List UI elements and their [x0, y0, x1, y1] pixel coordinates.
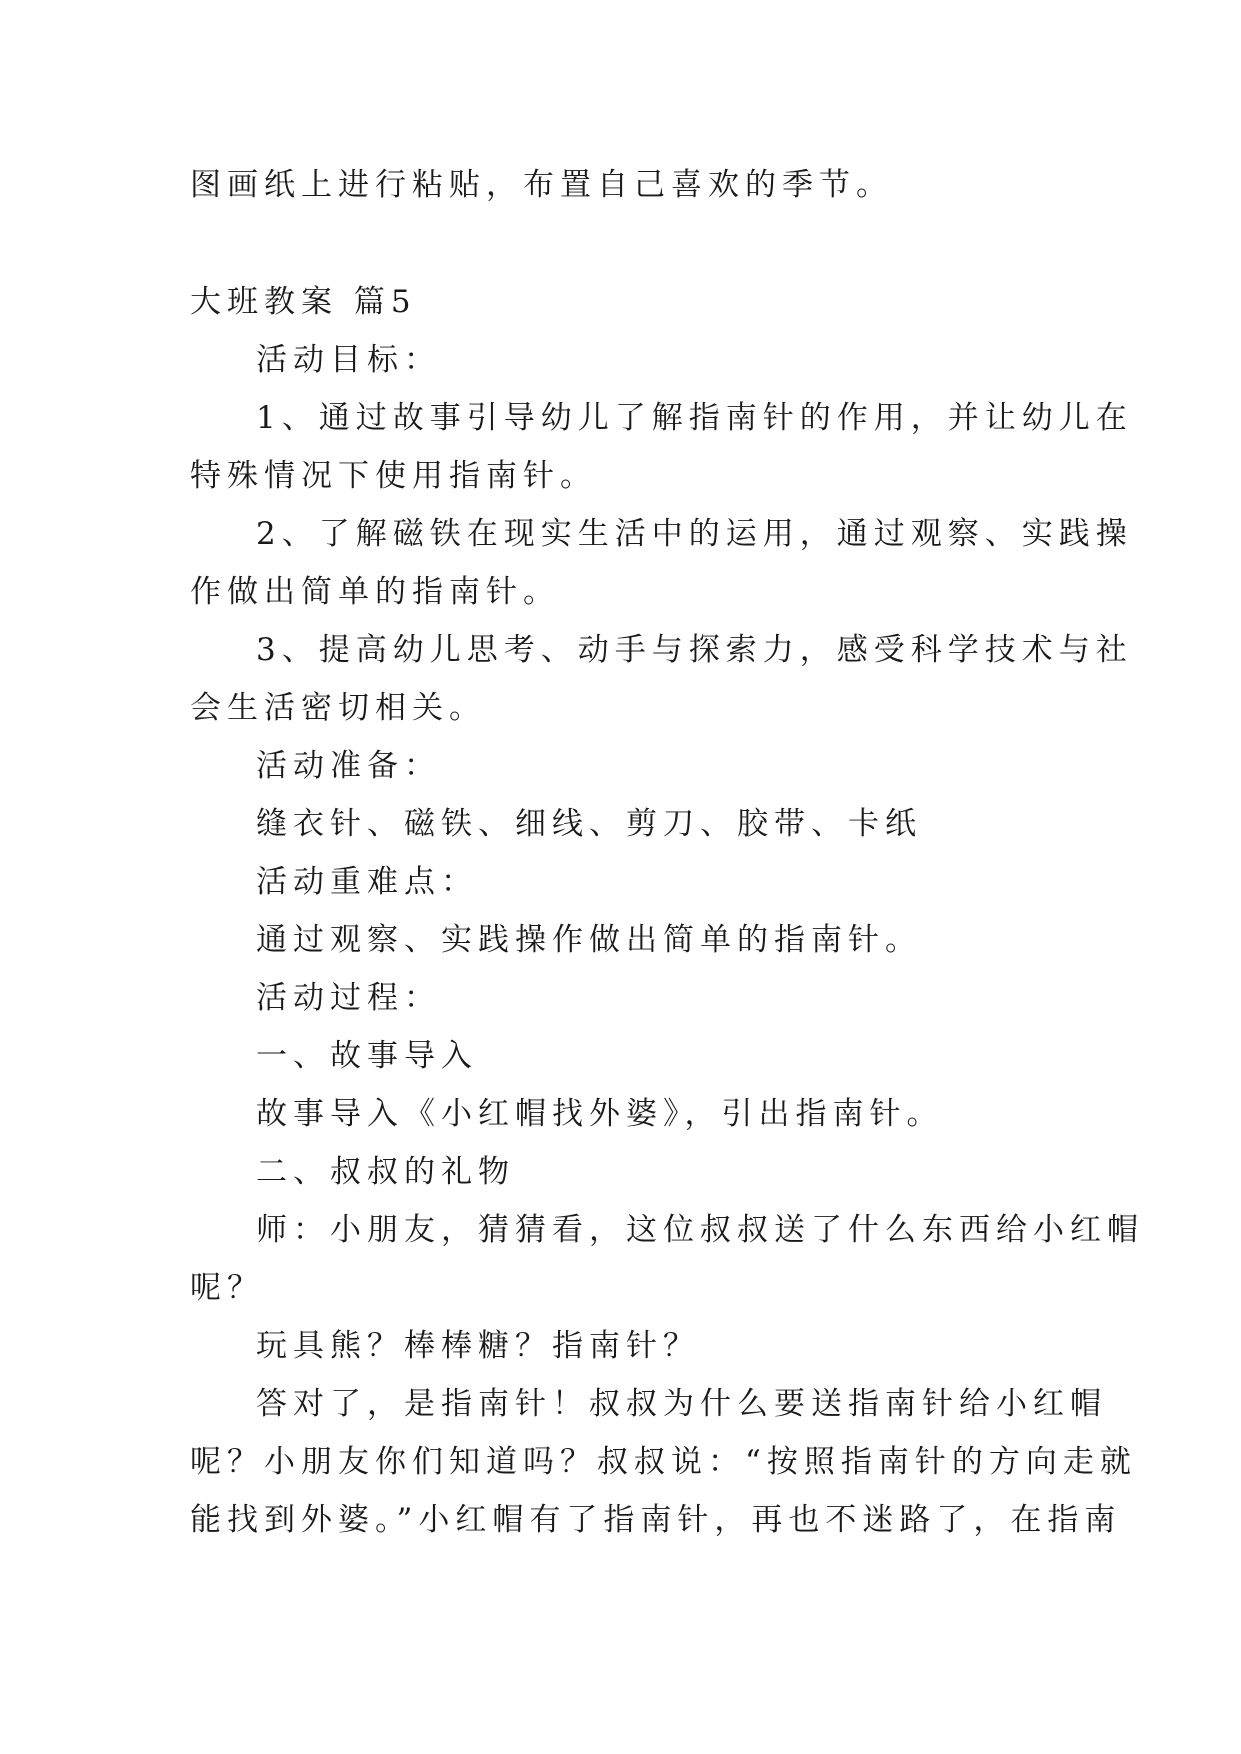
subheading-activity-goals: 活动目标：: [256, 342, 441, 378]
goal-2-line-1: 2、了解磁铁在现实生活中的运用，通过观察、实践操: [256, 516, 1133, 552]
text-line-continuation: 图画纸上进行粘贴，布置自己喜欢的季节。: [190, 167, 893, 203]
goal-1-line-2: 特殊情况下使用指南针。: [190, 458, 597, 494]
paragraph-answer-line-1: 答对了，是指南针！叔叔为什么要送指南针给小红帽: [256, 1386, 1107, 1422]
subheading-activity-preparation: 活动准备：: [256, 748, 441, 784]
step-2-heading: 二、叔叔的礼物: [256, 1154, 515, 1190]
paragraph-answer-line-2: 呢？小朋友你们知道吗？叔叔说：“按照指南针的方向走就: [190, 1444, 1137, 1480]
paragraph-teacher-question-line-2: 呢？: [190, 1270, 264, 1306]
goal-3-line-2: 会生活密切相关。: [190, 690, 486, 726]
paragraph-guesses: 玩具熊？棒棒糖？指南针？: [256, 1328, 700, 1364]
section-heading: 大班教案 篇5: [190, 284, 417, 320]
materials-list: 缝衣针、磁铁、细线、剪刀、胶带、卡纸: [256, 806, 922, 842]
step-1-text: 故事导入《小红帽找外婆》，引出指南针。: [256, 1096, 944, 1132]
key-points-text: 通过观察、实践操作做出简单的指南针。: [256, 922, 922, 958]
goal-1-line-1: 1、通过故事引导幼儿了解指南针的作用，并让幼儿在: [256, 400, 1133, 436]
goal-2-line-2: 作做出简单的指南针。: [190, 574, 560, 610]
paragraph-teacher-question-line-1: 师：小朋友，猜猜看，这位叔叔送了什么东西给小红帽: [256, 1212, 1144, 1248]
step-1-heading: 一、故事导入: [256, 1038, 478, 1074]
goal-3-line-1: 3、提高幼儿思考、动手与探索力，感受科学技术与社: [256, 632, 1133, 668]
paragraph-answer-line-3: 能找到外婆。”小红帽有了指南针，再也不迷路了，在指南: [190, 1502, 1122, 1538]
subheading-key-points: 活动重难点：: [256, 864, 478, 900]
subheading-activity-process: 活动过程：: [256, 980, 441, 1016]
